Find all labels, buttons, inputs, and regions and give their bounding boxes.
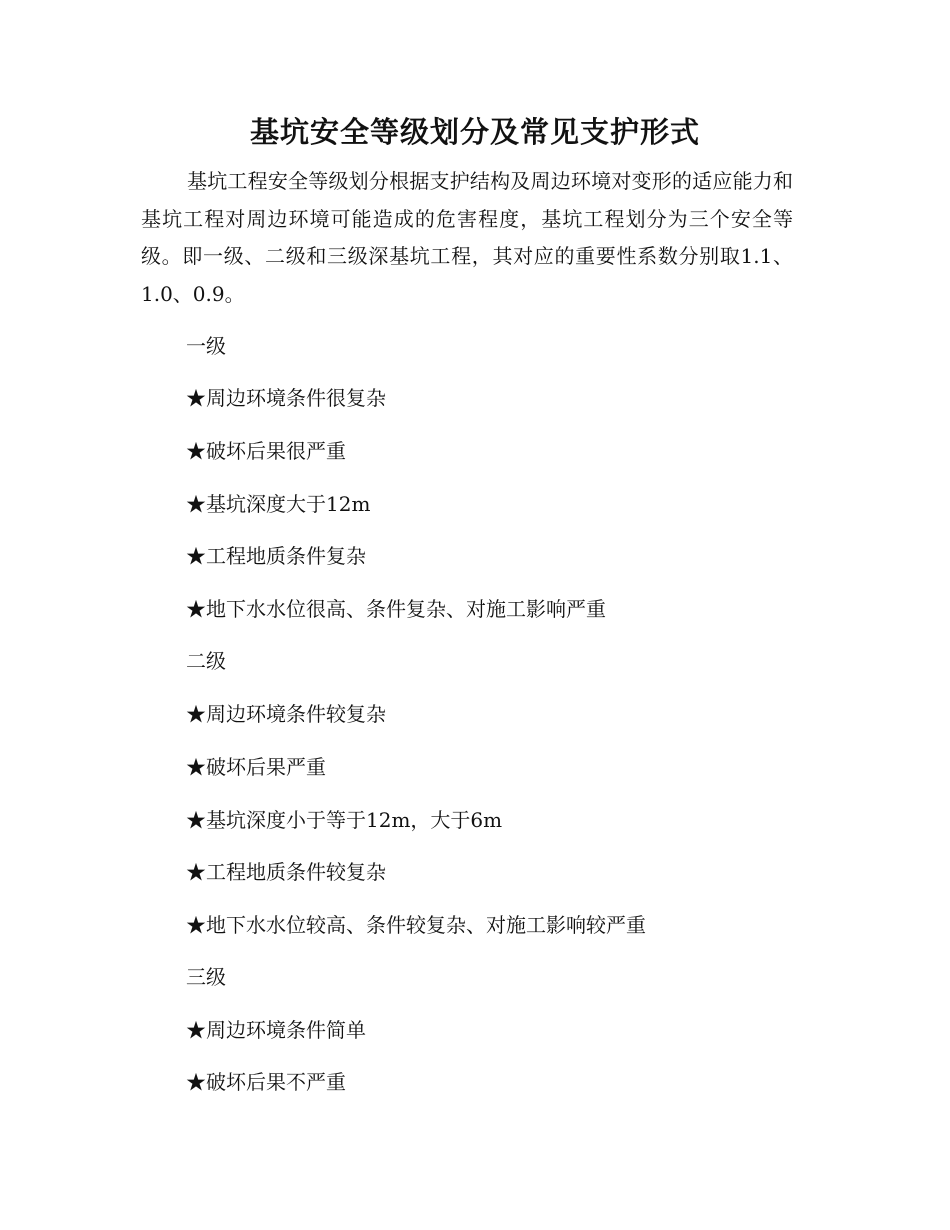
list-item: ★破坏后果严重 xyxy=(186,755,326,779)
list-item: ★工程地质条件较复杂 xyxy=(186,860,386,884)
list-item: ★破坏后果不严重 xyxy=(186,1070,346,1094)
level-heading-3: 三级 xyxy=(186,965,226,989)
list-item: ★破坏后果很严重 xyxy=(186,439,346,463)
list-item: ★周边环境条件较复杂 xyxy=(186,702,386,726)
list-item: ★基坑深度小于等于12m，大于6m xyxy=(186,808,503,832)
list-item: ★地下水水位很高、条件复杂、对施工影响严重 xyxy=(186,597,606,621)
level-heading-1: 一级 xyxy=(186,334,226,358)
document-title: 基坑安全等级划分及常见支护形式 xyxy=(249,115,700,149)
list-item: ★基坑深度大于12m xyxy=(186,492,371,516)
intro-paragraph: 基坑工程安全等级划分根据支护结构及周边环境对变形的适应能力和基坑工程对周边环境可能造成的危害程度，基坑工程划分为三个安全等级。即一级、二级和三级深基坑工程，其对应的重要性系数分别取1.1、1.0、0.9。 xyxy=(141,169,793,306)
list-item: ★地下水水位较高、条件较复杂、对施工影响较严重 xyxy=(186,913,646,937)
list-item: ★周边环境条件简单 xyxy=(186,1018,366,1042)
list-item: ★工程地质条件复杂 xyxy=(186,544,366,568)
list-item: ★周边环境条件很复杂 xyxy=(186,386,386,410)
level-heading-2: 二级 xyxy=(186,649,226,673)
